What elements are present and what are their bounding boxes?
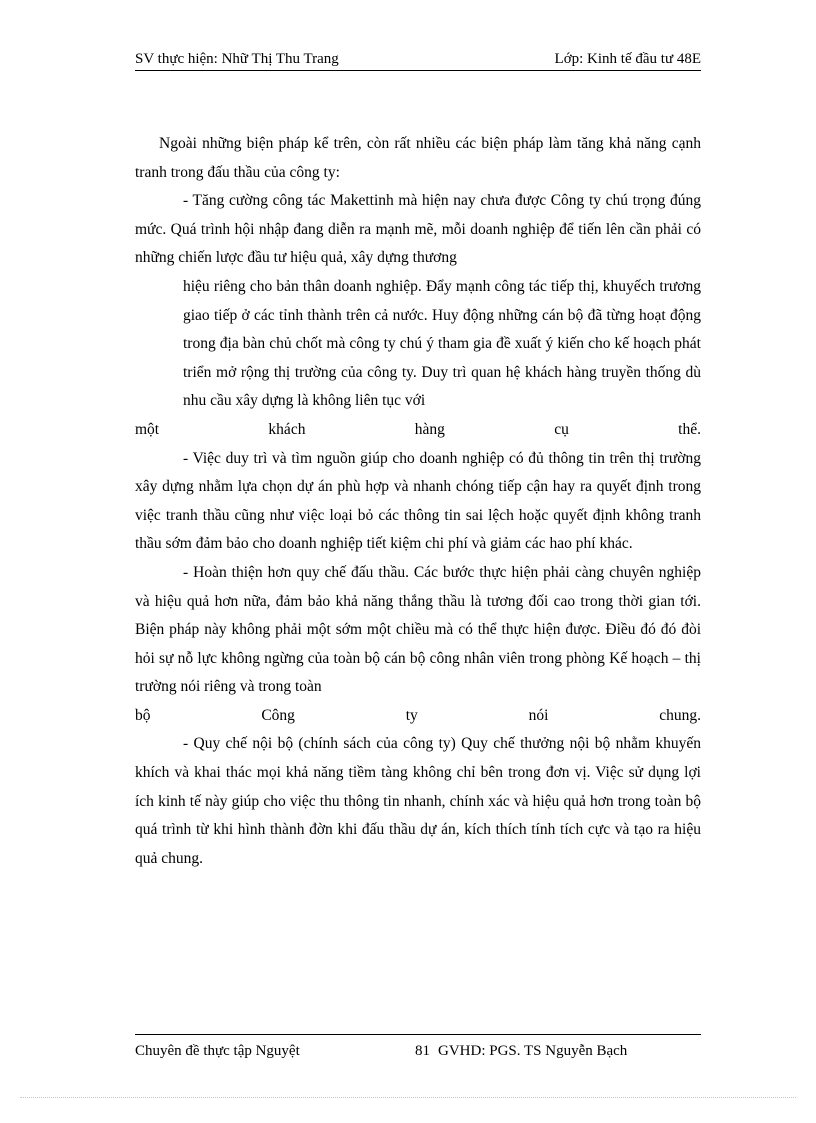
paragraph-regulations-end: bộ Công ty nói chung. [135, 706, 701, 724]
footer-supervisor: GVHD: PGS. TS Nguyễn Bạch [438, 1043, 628, 1059]
page-number: 81 [415, 1043, 430, 1059]
paragraph-marketing-cont: hiệu riêng cho bản thân doanh nghiệp. Đẩy mạnh công tác tiếp thị, khuyếch trương giao tiếp ở các tỉnh thành trên cả nước. Huy động những cán bộ đã từng hoạt động trong địa bàn chủ chốt mà công ty chú ý tham gia đề xuất ý kiến cho kế hoạch phát triển mở rộng thị trường của công ty. Duy trì quan hệ khách hàng truyền thống dù nhu cầu xây dựng là không liên tục với [183, 277, 701, 410]
paragraph-intro: Ngoài những biện pháp kể trên, còn rất nhiều các biện pháp làm tăng khả năng cạnh tranh trong đấu thầu của công ty: [135, 135, 701, 181]
paragraph-marketing: - Tăng cường công tác Makettinh mà hiện nay chưa được Công ty chú trọng đúng mức. Quá trình hội nhập đang diễn ra mạnh mẽ, mỗi doanh nghiệp để tiến lên cần phải có những chiến lược đầu tư hiệu quả, xây dựng thương [135, 192, 701, 267]
footer-supervisor-line [415, 1042, 627, 1061]
page-bottom-divider [20, 1097, 796, 1098]
paragraph-marketing-end: một khách hàng cụ thể. [135, 420, 701, 438]
page-footer [135, 1034, 701, 1059]
paragraph-internal-policy: - Quy chế nội bộ (chính sách của công ty) Quy chế thưởng nội bộ nhằm khuyến khích và khai thác mọi khả năng tiềm tàng không chỉ bên trong đơn vị. Việc sử dụng lợi ích kinh tế này giúp cho việc thu thông tin nhanh, chính xác và hiệu quả hơn trong toàn bộ quá trình từ khi hình thành đờn khi đấu thầu dự án, kích thích tính tích cực và tạo ra hiệu quả chung. [135, 735, 701, 867]
paragraph-information: - Việc duy trì và tìm nguồn giúp cho doanh nghiệp có đủ thông tin trên thị trường xây dựng nhằm lựa chọn dự án phù hợp và nhanh chóng tiếp cận hay ra quyết định trong việc tranh thầu cũng như việc loại bỏ các thông tin sai lệch hoặc quyết định không tranh thầu sớm đảm bảo cho doanh nghiệp tiết kiệm chi phí và giảm các hao phí khác. [135, 449, 701, 553]
header-student: SV thực hiện: Nhữ Thị Thu Trang [135, 51, 339, 67]
header-class: Lớp: Kinh tế đầu tư 48E [554, 51, 701, 67]
page-header [135, 50, 701, 71]
body-text [135, 130, 701, 873]
paragraph-regulations: - Hoàn thiện hơn quy chế đấu thầu. Các bước thực hiện phải càng chuyên nghiệp và hiệu quả hơn nữa, đảm bảo khả năng thắng thầu là tương đối cao trong thời gian tới. Biện pháp này không phải một sớm một chiều mà có thể thực hiện được. Điều đó đó đòi hỏi sự nỗ lực không ngừng của toàn bộ cán bộ công nhân viên trong phòng Kế hoạch – thị trường nói riêng và trong toàn [135, 563, 701, 696]
footer-report-title: Chuyên đề thực tập Nguyệt [135, 1043, 300, 1059]
